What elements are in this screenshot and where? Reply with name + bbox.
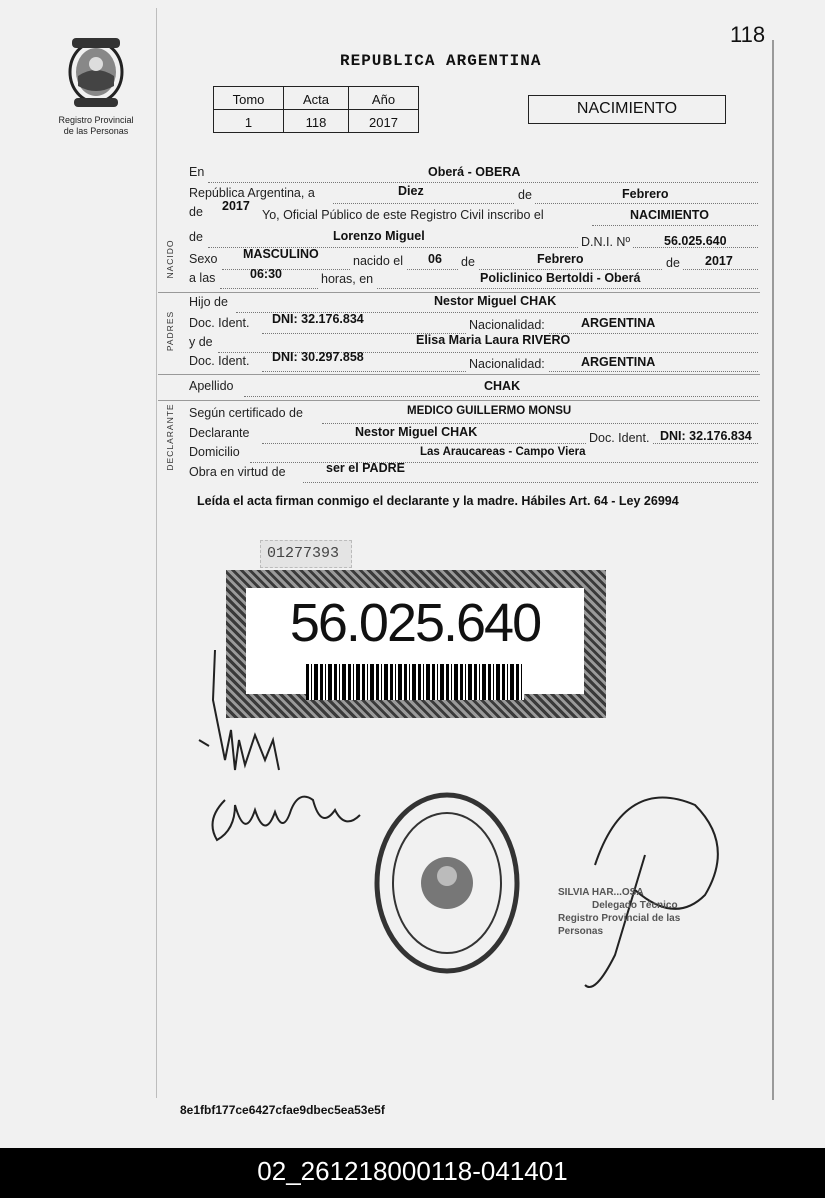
- closing-note: Leída el acta firman conmigo el declarante y la madre. Hábiles Art. 64 - Ley 26994: [197, 494, 679, 508]
- label-a-las: a las: [189, 271, 216, 285]
- madre-value: Elisa Maria Laura RIVERO: [416, 333, 571, 347]
- section-nacido-label: NACIDO: [165, 239, 175, 279]
- dia-value: 06: [428, 252, 442, 266]
- sticker-number: 56.025.640: [289, 593, 541, 653]
- obra-value: ser el PADRE: [326, 461, 405, 475]
- anio-value: 2017: [705, 254, 733, 268]
- section-divider: [158, 400, 760, 401]
- section-divider: [158, 374, 760, 375]
- label-nacido-el: nacido el: [350, 254, 406, 274]
- acta-header: Acta: [284, 87, 349, 110]
- declarante-value: Nestor Miguel CHAK: [355, 425, 478, 439]
- page-number: 118: [730, 22, 766, 47]
- nombre-value: Lorenzo Miguel: [333, 229, 425, 243]
- apellido-value: CHAK: [484, 379, 521, 393]
- logo-caption-1: Registro Provincial: [58, 115, 134, 125]
- padre-dni-value: DNI: 32.176.834: [272, 312, 364, 326]
- registry-seal-icon: [372, 790, 522, 976]
- section-padres: [159, 296, 181, 382]
- document-hash: 8e1fbf177ce6427cfae9dbec5ea53e5f: [180, 1103, 385, 1117]
- acta-value: 118: [284, 110, 349, 133]
- declarante-dni-value: DNI: 32.176.834: [660, 429, 752, 443]
- label-de: de: [515, 188, 535, 208]
- hora-value: 06:30: [250, 267, 282, 281]
- madre-nac-value: ARGENTINA: [581, 355, 656, 369]
- label-republica: República Argentina, a: [189, 186, 315, 200]
- section-divider: [158, 292, 760, 293]
- mes-value: Febrero: [537, 252, 584, 266]
- declarant-signature: [213, 650, 279, 770]
- label-de-anio: de: [189, 205, 203, 219]
- dia-letras-value: Diez: [398, 184, 424, 198]
- section-declarante-label: DECLARANTE: [165, 403, 175, 471]
- inscribe-value: NACIMIENTO: [630, 208, 709, 222]
- label-yo-oficial: Yo, Oficial Público de este Registro Civil inscribo el: [262, 208, 544, 222]
- madre-dni-value: DNI: 30.297.858: [272, 350, 364, 364]
- anio-header: Año: [349, 87, 419, 110]
- label-domicilio: Domicilio: [189, 445, 240, 459]
- lugar-nac-value: Policlinico Bertoldi - Oberá: [480, 271, 641, 285]
- dotted-line: [333, 188, 758, 204]
- record-type-box: NACIMIENTO: [528, 95, 726, 124]
- label-sexo: Sexo: [189, 252, 218, 266]
- registry-logo: [48, 34, 144, 137]
- lugar-value: Oberá - OBERA: [428, 165, 521, 179]
- file-id-footer: 02_261218000118-041401: [0, 1148, 825, 1198]
- mes-letras-value: Febrero: [622, 187, 669, 201]
- signatures: [195, 640, 375, 870]
- label-segun: Según certificado de: [189, 406, 303, 420]
- label-de-nombre: de: [189, 230, 203, 244]
- official-title: Delegado Técnico: [592, 900, 678, 911]
- section-nacido: [159, 232, 181, 296]
- padre-nac-value: ARGENTINA: [581, 316, 656, 330]
- document-heading: REPUBLICA ARGENTINA: [340, 52, 542, 70]
- domicilio-value: Las Araucareas - Campo Viera: [420, 446, 586, 458]
- label-de-mes: de: [458, 255, 478, 275]
- label-obra: Obra en virtud de: [189, 465, 286, 479]
- section-declarante: [159, 404, 181, 480]
- label-doc-ident-padre: Doc. Ident.: [189, 316, 250, 330]
- provincial-emblem-icon: [64, 34, 128, 110]
- signature-stroke: [199, 740, 209, 746]
- right-margin-rule: [772, 40, 774, 1100]
- registry-table: [213, 86, 419, 133]
- label-horas-en: horas, en: [318, 272, 376, 292]
- sexo-value: MASCULINO: [243, 247, 319, 261]
- label-en: En: [189, 165, 205, 179]
- official-stamp: [558, 886, 728, 938]
- serial-label: 01277393: [260, 540, 352, 568]
- left-margin-rule: [156, 8, 157, 1098]
- label-nacionalidad-madre: Nacionalidad:: [466, 357, 548, 377]
- dni-value: 56.025.640: [664, 234, 727, 248]
- official-office: Registro Provincial de las Personas: [558, 913, 681, 937]
- tomo-header: Tomo: [214, 87, 284, 110]
- anio-value: 2017: [349, 110, 419, 133]
- label-apellido: Apellido: [189, 379, 234, 393]
- tomo-value: 1: [214, 110, 284, 133]
- padre-value: Nestor Miguel CHAK: [434, 294, 557, 308]
- label-hijo-de: Hijo de: [189, 295, 228, 309]
- official-name: SILVIA HAR...OSA: [558, 887, 644, 898]
- certificado-value: MEDICO GUILLERMO MONSU: [407, 405, 572, 417]
- label-declarante: Declarante: [189, 426, 250, 440]
- anio-letras-value: 2017: [222, 199, 250, 213]
- mother-signature: [213, 797, 361, 840]
- logo-caption-2: de las Personas: [63, 126, 129, 136]
- label-y-de: y de: [189, 335, 213, 349]
- label-dni: D.N.I. Nº: [578, 235, 633, 255]
- label-nacionalidad-padre: Nacionalidad:: [466, 318, 548, 338]
- label-doc-ident-declarante: Doc. Ident.: [586, 431, 652, 451]
- section-padres-label: PADRES: [165, 310, 175, 352]
- label-de-anio-nac: de: [663, 256, 683, 276]
- label-doc-ident-madre: Doc. Ident.: [189, 354, 250, 368]
